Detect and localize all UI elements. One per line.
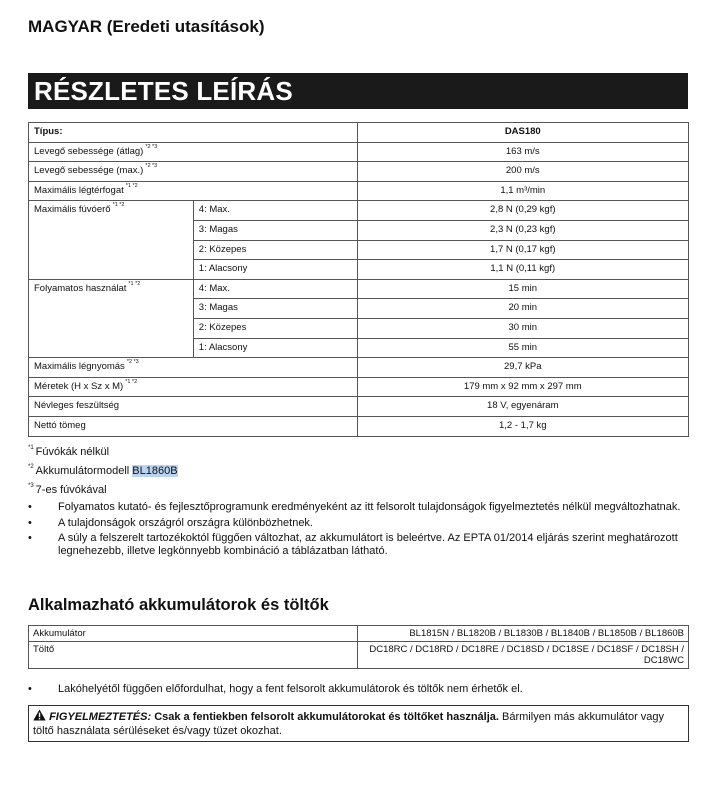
mode-label: 3: Magas (193, 299, 357, 319)
spec-value: 18 V, egyenáram (357, 397, 688, 417)
warning-title: FIGYELMEZTETÉS: (49, 711, 152, 723)
list-item: • Folyamatos kutató- és fejlesztőprogramunk eredményeként az itt felsorolt tulajdonságok figyelmeztetés nélkül megváltozhatnak. (28, 501, 681, 513)
bullet-icon: • (28, 501, 32, 513)
battery-label: Akkumulátor (29, 626, 358, 642)
spec-value: 20 min (357, 299, 688, 319)
section-banner: RÉSZLETES LEÍRÁS (28, 73, 688, 109)
battery-value: BL1815N / BL1820B / BL1830B / BL1840B / BL1850B / BL1860B (357, 626, 689, 642)
spec-label: Levegő sebessége (átlag) $^{*2 *3}$ (29, 142, 358, 162)
spec-value: 1,1 m³/min (357, 181, 688, 201)
table-row (29, 279, 689, 299)
warning-bold-text: Csak a fentiekben felsorolt akkumulátorokat és töltőket használja. (154, 711, 499, 723)
spec-value: 179 mm x 92 mm x 297 mm (357, 377, 688, 397)
table-row (29, 416, 689, 436)
table-row (29, 123, 689, 143)
spec-value: 163 m/s (357, 142, 688, 162)
charger-label: Töltő (29, 642, 358, 669)
spec-label: Méretek (H x Sz x M) $^{*1 *2}$ (29, 377, 358, 397)
spec-table (28, 122, 689, 437)
bullet-icon: • (28, 532, 32, 544)
spec-value: 1,2 - 1,7 kg (357, 416, 688, 436)
table-row (29, 358, 689, 378)
list-item: • Lakóhelyétől függően előfordulhat, hogy a fent felsorolt akkumulátorok és töltők nem érhetők el. (28, 683, 523, 695)
spec-value: DAS180 (357, 123, 688, 143)
warning-triangle-icon (33, 709, 46, 721)
mode-label: 1: Alacsony (193, 338, 357, 358)
spec-label: Folyamatos használat $^{*1 *2}$ (29, 279, 194, 357)
spec-label: Maximális fúvóerő $^{*1 *2}$ (29, 201, 194, 279)
bullet-icon: • (28, 516, 32, 529)
spec-value: 30 min (357, 318, 688, 338)
spec-label: Típus: (29, 123, 358, 143)
highlighted-model: BL1860B (132, 465, 178, 477)
batteries-heading: Alkalmazható akkumulátorok és töltők (28, 596, 329, 614)
spec-value: 2,8 N (0,29 kgf) (357, 201, 688, 221)
footnote: $^{*3}$ 7-es fúvókával (28, 483, 107, 496)
table-row (29, 642, 689, 669)
table-row (29, 377, 689, 397)
mode-label: 4: Max. (193, 279, 357, 299)
mode-label: 2: Közepes (193, 318, 357, 338)
spec-label: Maximális légtérfogat $^{*1 *2}$ (29, 181, 358, 201)
mode-label: 1: Alacsony (193, 260, 357, 280)
table-row (29, 626, 689, 642)
language-heading: MAGYAR (Eredeti utasítások) (28, 17, 265, 36)
batteries-table (28, 625, 689, 669)
spec-label: Maximális légnyomás $^{*2 *3}$ (29, 358, 358, 378)
spec-value: 200 m/s (357, 162, 688, 182)
spec-value: 55 min (357, 338, 688, 358)
table-row (29, 162, 689, 182)
list-item: • A súly a felszerelt tartozékoktól függően változhat, az akkumulátort is beleértve. Az EPTA 01/2014 eljárás szerint meghatározott legnehezebb, illetve legkönnyebb kombináció a táblázatban látható. (28, 532, 678, 557)
warning-box (28, 705, 689, 742)
charger-value: DC18RC / DC18RD / DC18RE / DC18SD / DC18SE / DC18SF / DC18SH / DC18WC (357, 642, 689, 669)
spec-value: 1,1 N (0,11 kgf) (357, 260, 688, 280)
mode-label: 4: Max. (193, 201, 357, 221)
footnote: $^{*1}$ Fúvókák nélkül (28, 445, 110, 458)
spec-value: 29,7 kPa (357, 358, 688, 378)
footnote: $^{*2}$ Akkumulátormodell BL1860B (28, 464, 178, 477)
mode-label: 2: Közepes (193, 240, 357, 260)
spec-label: Nettó tömeg (29, 416, 358, 436)
list-item: • A tulajdonságok országról országra különbözhetnek. (28, 516, 313, 529)
bullet-icon: • (28, 683, 32, 695)
table-row (29, 142, 689, 162)
table-row (29, 397, 689, 417)
spec-value: 15 min (357, 279, 688, 299)
footnotes (28, 444, 690, 560)
spec-value: 1,7 N (0,17 kgf) (357, 240, 688, 260)
table-row (29, 201, 689, 221)
table-row (29, 181, 689, 201)
spec-label: Levegő sebessége (max.) $^{*2 *3}$ (29, 162, 358, 182)
mode-label: 3: Magas (193, 220, 357, 240)
spec-label: Névleges feszültség (29, 397, 358, 417)
spec-value: 2,3 N (0,23 kgf) (357, 220, 688, 240)
warning-text: Bármilyen más akkumulátor vagy töltő használata sérüléseket és/vagy tüzet okozhat. (33, 711, 665, 737)
